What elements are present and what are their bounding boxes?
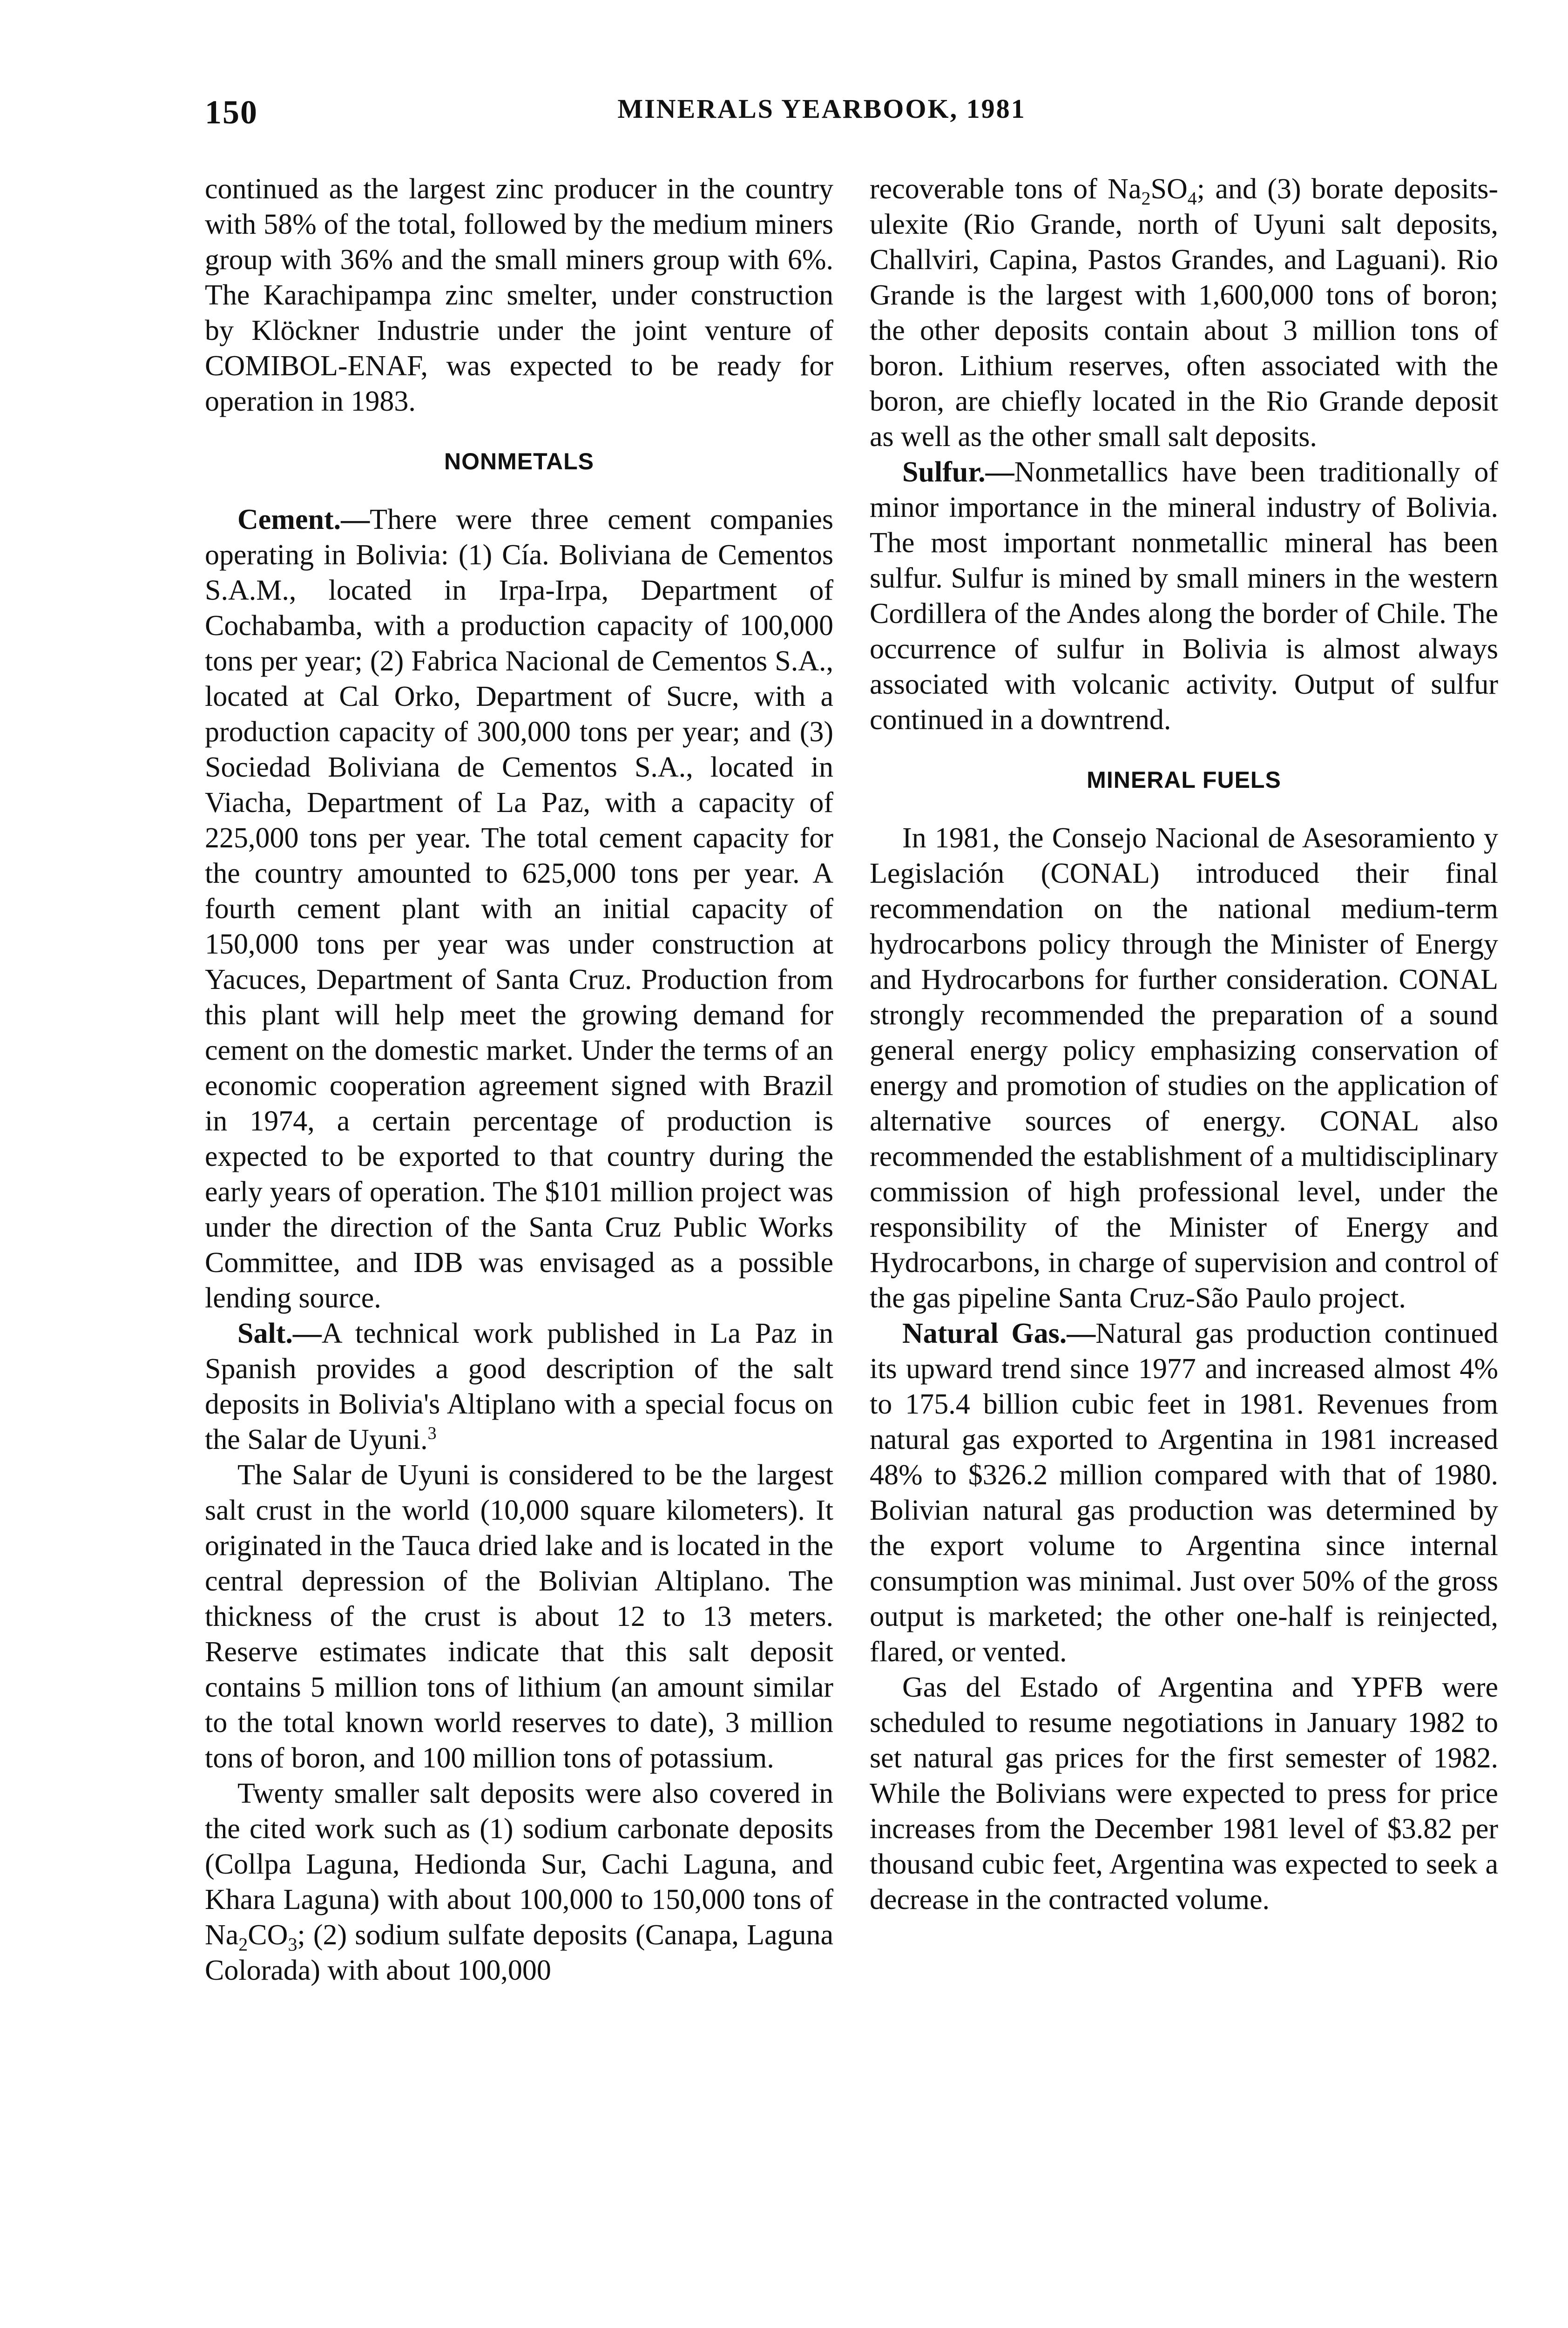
subscript: 3 bbox=[288, 1934, 297, 1955]
smaller-deposits-text-a: Twenty smaller salt deposits were also covered in the cited work such as (1) sodium carbonate deposits (Collpa Laguna, Hedionda Sur, Cachi Laguna, and Khara Laguna) with about 100,000 to 150,000 tons of Na bbox=[205, 1778, 833, 1951]
salt-text: A technical work published in La Paz in Spanish provides a good description of the salt deposits in Bolivia's Altiplano with a special focus on the Salar de Uyuni. bbox=[205, 1318, 833, 1455]
footnote-marker: 3 bbox=[427, 1423, 437, 1443]
page-number: 150 bbox=[205, 94, 258, 131]
right-column bbox=[870, 171, 1498, 1917]
mineral-fuels-heading: MINERAL FUELS bbox=[1087, 767, 1281, 793]
smaller-deposits-text-c: ; (2) sodium sulfate deposits (Canapa, Laguna Colorada) with about 100,000 bbox=[205, 1919, 833, 1986]
cement-paragraph bbox=[205, 502, 833, 1316]
subscript: 2 bbox=[1141, 188, 1151, 209]
running-title: MINERALS YEARBOOK, 1981 bbox=[617, 94, 1026, 124]
borate-text-c: ; and (3) borate deposits-ulexite (Rio Grande, north of Uyuni salt deposits, Challviri, Capina, Pastos Grandes, and Laguani). Rio Grande is the largest with 1,600,000 tons of boron; the other deposits contain about 3 million tons of boron. Lithium reserves, often associated with the boron, are chiefly located in the Rio Grande deposit as well as the other small salt deposits. bbox=[870, 173, 1498, 453]
borate-text-a: recoverable tons of Na bbox=[870, 173, 1142, 205]
gas-del-estado-paragraph: Gas del Estado of Argentina and YPFB were scheduled to resume negotiations in January 1982 to set natural gas prices for the first semester of 1982. While the Bolivians were expected to press for price increases from the December 1981 level of $3.82 per thousand cubic feet, Argentina was expected to seek a decrease in the contracted volume. bbox=[870, 1672, 1498, 1915]
natural-gas-paragraph bbox=[870, 1316, 1498, 1670]
cement-text: There were three cement companies operating in Bolivia: (1) Cía. Boliviana de Cementos S.A.M., located in Irpa-Irpa, Department of Cochabamba, with a production capacity of 100,000 tons per year; (2) Fabrica Nacional de Cementos S.A., located at Cal Orko, Department of Sucre, with a production capacity of 300,000 tons per year; and (3) Sociedad Boliviana de Cementos S.A., located in Viacha, Department of La Paz, with a capacity of 225,000 tons per year. The total cement capacity for the country amounted to 625,000 tons per year. A fourth cement plant with an initial capacity of 150,000 tons per year was under construction at Yacuces, Department of Santa Cruz. Production from this plant will help meet the growing demand for cement on the domestic market. Under the terms of an economic cooperation agreement signed with Brazil in 1974, a certain percentage of production is expected to be exported to that country during the early years of operation. The $101 million project was under the direction of the Santa Cruz Public Works Committee, and IDB was envisaged as a possible lending source. bbox=[205, 504, 833, 1314]
nonmetals-heading: NONMETALS bbox=[444, 448, 594, 474]
smaller-salt-deposits-paragraph bbox=[205, 1776, 833, 1988]
left-column bbox=[205, 171, 833, 1988]
sulfur-run-in-heading: Sulfur.— bbox=[902, 456, 1014, 488]
cement-run-in-heading: Cement.— bbox=[237, 504, 370, 535]
zinc-continued-paragraph: continued as the largest zinc producer in the country with 58% of the total, followed by the medium miners group with 36% and the small miners group with 6%. The Karachipampa zinc smelter, under construction by Klöckner Industrie under the joint venture of COMIBOL-ENAF, was expected to be ready for operation in 1983. bbox=[205, 173, 833, 417]
salar-de-uyuni-paragraph: The Salar de Uyuni is considered to be the largest salt crust in the world (10,000 square kilometers). It originated in the Tauca dried lake and is located in the central depression of the Bolivian Altiplano. The thickness of the crust is about 12 to 13 meters. Reserve estimates indicate that this salt deposit contains 5 million tons of lithium (an amount similar to the total known world reserves to date), 3 million tons of boron, and 100 million tons of potassium. bbox=[205, 1459, 833, 1774]
natural-gas-text: Natural gas production continued its upward trend since 1977 and increased almost 4% to 175.4 billion cubic feet in 1981. Revenues from natural gas exported to Argentina in 1981 increased 48% to $326.2 million compared with that of 1980. Bolivian natural gas production was determined by the export volume to Argentina since internal consumption was minimal. Just over 50% of the gross output is marketed; the other one-half is reinjected, flared, or vented. bbox=[870, 1318, 1498, 1668]
borate-continued-paragraph bbox=[870, 171, 1498, 454]
sulfur-text: Nonmetallics have been traditionally of minor importance in the mineral industry of Bolivia. The most important nonmetallic mineral has been sulfur. Sulfur is mined by small miners in the western Cordillera of the Andes along the border of Chile. The occurrence of sulfur in Bolivia is almost always associated with volcanic activity. Output of sulfur continued in a downtrend. bbox=[870, 456, 1498, 736]
smaller-deposits-text-b: CO bbox=[248, 1919, 288, 1951]
borate-text-b: SO bbox=[1150, 173, 1188, 205]
subscript: 2 bbox=[238, 1934, 248, 1955]
salt-run-in-heading: Salt.— bbox=[237, 1318, 322, 1349]
sulfur-paragraph bbox=[870, 454, 1498, 738]
salt-paragraph bbox=[205, 1316, 833, 1457]
natural-gas-run-in-heading: Natural Gas.— bbox=[902, 1318, 1096, 1349]
conal-paragraph: In 1981, the Consejo Nacional de Asesoramiento y Legislación (CONAL) introduced their final recommendation on the national medium-term hydrocarbons policy through the Minister of Energy and Hydrocarbons for further consideration. CONAL strongly recommended the preparation of a sound general energy policy emphasizing conservation of energy and promotion of studies on the application of alternative sources of energy. CONAL also recommended the establishment of a multidisciplinary commission of high professional level, under the responsibility of the Minister of Energy and Hydrocarbons, in charge of supervision and control of the gas pipeline Santa Cruz-São Paulo project. bbox=[870, 822, 1498, 1314]
subscript: 4 bbox=[1187, 188, 1197, 209]
